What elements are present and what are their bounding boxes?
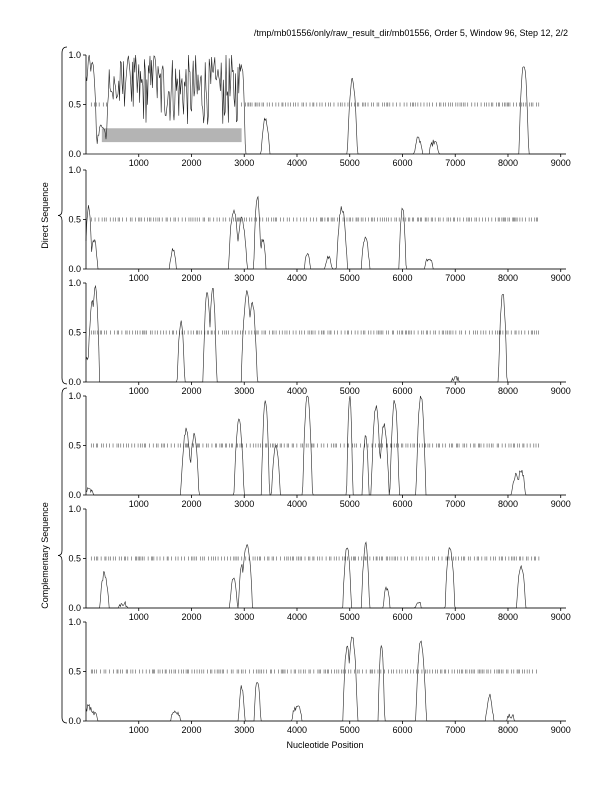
x-tick-label: 9000 <box>550 499 571 509</box>
x-tick-label: 9000 <box>550 273 571 283</box>
x-tick-label: 5000 <box>339 612 360 622</box>
x-tick-label: 8000 <box>497 273 518 283</box>
x-tick-label: 1000 <box>128 273 149 283</box>
series-line <box>86 637 566 721</box>
x-tick-label: 4000 <box>286 273 308 283</box>
y-tick-label: 0.0 <box>68 264 81 274</box>
x-tick-label: 2000 <box>181 273 202 283</box>
group-bracket-2 <box>40 388 67 723</box>
x-tick-label: 7000 <box>445 158 466 168</box>
y-tick-label: 0.5 <box>68 214 81 225</box>
y-tick-label: 0.5 <box>68 666 81 677</box>
x-tick-label: 4000 <box>286 612 308 622</box>
gap-markers <box>91 331 538 335</box>
y-tick-label: 0.0 <box>68 377 81 387</box>
x-tick-label: 4000 <box>286 158 308 168</box>
panel-2 <box>68 165 570 283</box>
x-axis-title: Nucleotide Position <box>286 740 364 750</box>
x-tick-label: 5000 <box>339 386 360 396</box>
x-tick-label: 2000 <box>181 612 202 622</box>
y-tick-label: 1.0 <box>68 617 81 627</box>
x-tick-label: 2000 <box>181 725 202 735</box>
x-tick-label: 8000 <box>497 725 518 735</box>
y-tick-label: 0.5 <box>68 553 81 564</box>
x-tick-label: 3000 <box>234 273 255 283</box>
x-tick-label: 1000 <box>128 386 149 396</box>
brace <box>58 388 67 723</box>
x-tick-label: 7000 <box>445 725 466 735</box>
y-tick-label: 0.0 <box>68 716 81 726</box>
x-tick-label: 5000 <box>339 725 360 735</box>
panel-5 <box>68 504 570 622</box>
x-tick-label: 8000 <box>497 158 518 168</box>
panels <box>68 50 570 735</box>
x-tick-label: 4000 <box>286 725 308 735</box>
panel-4 <box>68 391 570 509</box>
x-tick-label: 7000 <box>445 499 466 509</box>
group-bracket-1 <box>40 47 67 384</box>
y-tick-label: 0.5 <box>68 99 81 110</box>
x-tick-label: 2000 <box>181 386 202 396</box>
x-tick-label: 2000 <box>181 158 202 168</box>
y-tick-label: 0.5 <box>68 440 81 451</box>
gap-markers <box>91 218 537 222</box>
x-tick-label: 6000 <box>392 612 413 622</box>
group-label: Direct Sequence <box>40 182 50 249</box>
y-tick-label: 0.0 <box>68 490 81 500</box>
x-tick-label: 1000 <box>128 612 149 622</box>
y-tick-label: 0.0 <box>68 603 81 613</box>
x-tick-label: 6000 <box>392 158 413 168</box>
x-tick-label: 8000 <box>497 499 518 509</box>
x-tick-label: 5000 <box>339 158 360 168</box>
y-tick-label: 1.0 <box>68 165 81 175</box>
x-tick-label: 6000 <box>392 499 413 509</box>
group-labels <box>40 47 67 723</box>
x-tick-label: 6000 <box>392 725 413 735</box>
x-tick-label: 9000 <box>550 725 571 735</box>
x-tick-label: 9000 <box>550 158 571 168</box>
x-tick-label: 3000 <box>234 386 255 396</box>
x-tick-label: 7000 <box>445 612 466 622</box>
x-tick-label: 9000 <box>550 386 571 396</box>
series-line <box>86 542 566 608</box>
gap-markers <box>91 103 538 107</box>
y-tick-label: 0.0 <box>68 149 81 159</box>
x-tick-label: 7000 <box>445 386 466 396</box>
y-tick-label: 0.5 <box>68 327 81 338</box>
x-tick-label: 7000 <box>445 273 466 283</box>
shaded-region <box>102 128 242 142</box>
x-tick-label: 3000 <box>234 725 255 735</box>
x-tick-label: 2000 <box>181 499 202 509</box>
header-text: /tmp/mb01556/only/raw_result_dir/mb01556, Order 5, Window 96, Step 12, 2/2 <box>253 28 568 38</box>
x-tick-label: 1000 <box>128 725 149 735</box>
y-tick-label: 1.0 <box>68 391 81 401</box>
x-tick-label: 9000 <box>550 612 571 622</box>
series-line <box>86 197 566 269</box>
series-line <box>86 286 566 382</box>
x-tick-label: 8000 <box>497 612 518 622</box>
panel-3 <box>68 278 570 396</box>
x-tick-label: 3000 <box>234 499 255 509</box>
x-tick-label: 3000 <box>234 158 255 168</box>
x-tick-label: 6000 <box>392 386 413 396</box>
x-tick-label: 4000 <box>286 499 308 509</box>
x-tick-label: 5000 <box>339 499 360 509</box>
group-label: Complementary Sequence <box>40 502 50 609</box>
gap-markers <box>91 557 539 561</box>
y-tick-label: 1.0 <box>68 50 81 60</box>
x-tick-label: 4000 <box>286 386 308 396</box>
x-tick-label: 3000 <box>234 612 255 622</box>
x-tick-label: 8000 <box>497 386 518 396</box>
x-tick-label: 5000 <box>339 273 360 283</box>
y-tick-label: 1.0 <box>68 278 81 288</box>
gap-markers <box>91 444 538 448</box>
panel-1 <box>68 50 570 168</box>
x-tick-label: 1000 <box>128 158 149 168</box>
gap-markers <box>91 670 536 674</box>
x-tick-label: 1000 <box>128 499 149 509</box>
panel-6 <box>68 617 570 735</box>
x-tick-label: 6000 <box>392 273 413 283</box>
brace <box>58 47 67 384</box>
y-tick-label: 1.0 <box>68 504 81 514</box>
